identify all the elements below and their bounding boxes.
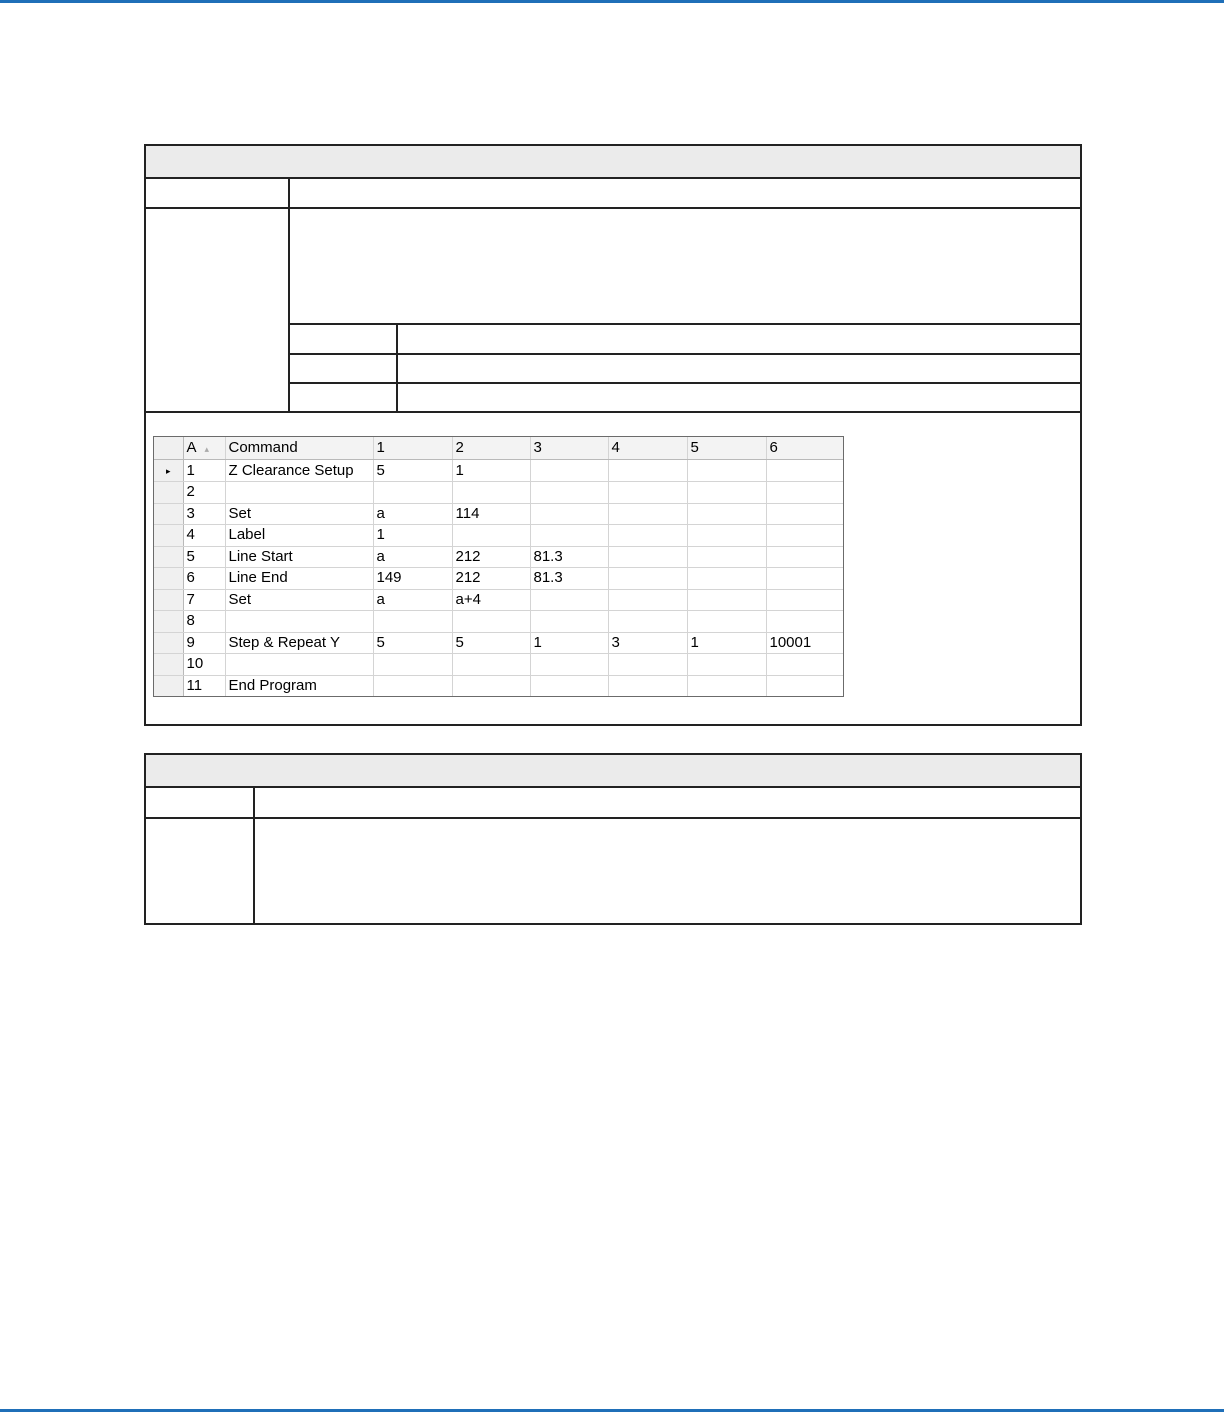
grid-cell-p6[interactable] [766,503,844,525]
grid-cell-a[interactable]: 11 [183,675,225,697]
grid-cell-p5[interactable] [687,568,766,590]
grid-row[interactable] [154,460,844,482]
column-header-command[interactable]: Command [225,437,373,460]
grid-cell-p4[interactable] [608,654,687,676]
grid-cell-p1[interactable]: 5 [373,632,452,654]
grid-cell-p5[interactable] [687,654,766,676]
row-selector[interactable] [154,654,183,676]
grid-cell-a[interactable]: 4 [183,525,225,547]
grid-cell-p5[interactable] [687,503,766,525]
grid-cell-p3[interactable] [530,589,608,611]
row-selector[interactable] [154,546,183,568]
param-row-divider [288,323,1080,325]
grid-cell-p5[interactable]: 1 [687,632,766,654]
grid-cell-p5[interactable] [687,525,766,547]
grid-cell-p3[interactable] [530,654,608,676]
grid-row[interactable] [154,675,844,697]
grid-cell-p3[interactable]: 81.3 [530,568,608,590]
table-title-bar [146,146,1080,179]
grid-cell-p4[interactable] [608,546,687,568]
grid-cell-p2[interactable]: 1 [452,460,530,482]
grid-cell-command[interactable]: Z Clearance Setup [225,460,373,482]
grid-cell-p3[interactable] [530,525,608,547]
grid-cell-p1[interactable] [373,654,452,676]
row-selector[interactable] [154,460,183,482]
grid-cell-p6[interactable] [766,589,844,611]
grid-cell-p6[interactable] [766,546,844,568]
grid-cell-a[interactable]: 1 [183,460,225,482]
row-selector[interactable] [154,525,183,547]
sort-ascending-icon: ▴ [204,443,210,454]
grid-cell-command[interactable]: Step & Repeat Y [225,632,373,654]
bottom-accent-rule [0,1409,1224,1412]
grid-cell-command[interactable]: Line End [225,568,373,590]
grid-row[interactable] [154,632,844,654]
row-selector[interactable] [154,568,183,590]
row-selector[interactable] [154,589,183,611]
grid-row[interactable] [154,611,844,633]
column-header-a[interactable]: A ▴ [183,437,225,460]
grid-cell-p4[interactable] [608,503,687,525]
grid-cell-p1[interactable] [373,611,452,633]
grid-cell-p4[interactable]: 3 [608,632,687,654]
grid-cell-p6[interactable] [766,568,844,590]
grid-cell-command[interactable]: Set [225,503,373,525]
grid-cell-p2[interactable]: 212 [452,568,530,590]
grid-cell-p2[interactable] [452,611,530,633]
grid-cell-p6[interactable] [766,525,844,547]
grid-cell-command[interactable] [225,611,373,633]
grid-cell-command[interactable]: Label [225,525,373,547]
grid-cell-p4[interactable] [608,675,687,697]
grid-cell-command[interactable] [225,654,373,676]
grid-cell-p6[interactable] [766,654,844,676]
grid-cell-p3[interactable]: 81.3 [530,546,608,568]
grid-cell-command[interactable]: End Program [225,675,373,697]
grid-cell-p2[interactable]: 114 [452,503,530,525]
row-selector[interactable] [154,503,183,525]
grid-cell-p1[interactable]: 149 [373,568,452,590]
grid-cell-p1[interactable] [373,482,452,504]
grid-cell-p5[interactable] [687,546,766,568]
grid-cell-p6[interactable] [766,482,844,504]
grid-header-row [154,437,844,460]
grid-row[interactable] [154,568,844,590]
grid-cell-p5[interactable] [687,482,766,504]
grid-cell-p6[interactable] [766,675,844,697]
grid-cell-p3[interactable] [530,675,608,697]
grid-cell-p3[interactable] [530,503,608,525]
grid-cell-p5[interactable] [687,611,766,633]
grid-cell-p6[interactable]: 10001 [766,632,844,654]
grid-cell-p5[interactable] [687,589,766,611]
column-header-4[interactable]: 4 [608,437,687,460]
grid-cell-command[interactable]: Line Start [225,546,373,568]
row-selector[interactable] [154,632,183,654]
grid-cell-p1[interactable]: 5 [373,460,452,482]
grid-cell-p4[interactable] [608,589,687,611]
grid-cell-a[interactable]: 7 [183,589,225,611]
grid-cell-p3[interactable]: 1 [530,632,608,654]
grid-cell-p6[interactable] [766,611,844,633]
label-column-divider [253,786,255,925]
grid-cell-p2[interactable]: 5 [452,632,530,654]
grid-cell-p1[interactable]: a [373,589,452,611]
column-header-5[interactable]: 5 [687,437,766,460]
grid-cell-p2[interactable]: a+4 [452,589,530,611]
grid-cell-p6[interactable] [766,460,844,482]
column-header-3[interactable]: 3 [530,437,608,460]
param-row-divider [288,353,1080,355]
row-divider [146,817,1080,819]
grid-cell-a[interactable]: 2 [183,482,225,504]
grid-cell-p5[interactable] [687,460,766,482]
row-divider [146,207,1080,209]
top-accent-rule [0,0,1224,3]
row-selector[interactable] [154,482,183,504]
grid-cell-command[interactable]: Set [225,589,373,611]
grid-row[interactable] [154,503,844,525]
grid-cell-p5[interactable] [687,675,766,697]
program-grid[interactable] [153,436,844,697]
grid-cell-p4[interactable] [608,568,687,590]
grid-cell-a[interactable]: 10 [183,654,225,676]
grid-row[interactable] [154,589,844,611]
column-header-1[interactable]: 1 [373,437,452,460]
grid-cell-a[interactable]: 9 [183,632,225,654]
grid-cell-command[interactable] [225,482,373,504]
secondary-reference-table [144,753,1082,925]
grid-cell-a[interactable]: 3 [183,503,225,525]
grid-cell-p3[interactable] [530,611,608,633]
current-row-pointer-icon: ▸ [165,466,171,476]
row-header-corner [154,437,183,460]
grid-row[interactable] [154,546,844,568]
column-header-2[interactable]: 2 [452,437,530,460]
grid-cell-p1[interactable]: a [373,503,452,525]
grid-row[interactable] [154,654,844,676]
grid-row[interactable] [154,525,844,547]
param-row-divider [288,382,1080,384]
grid-cell-p1[interactable]: 1 [373,525,452,547]
grid-cell-p1[interactable]: a [373,546,452,568]
grid-row[interactable] [154,482,844,504]
grid-cell-a[interactable]: 6 [183,568,225,590]
grid-cell-p2[interactable] [452,525,530,547]
grid-cell-p4[interactable] [608,525,687,547]
grid-cell-p2[interactable] [452,675,530,697]
grid-cell-p4[interactable] [608,611,687,633]
grid-cell-a[interactable]: 8 [183,611,225,633]
label-column-divider [288,177,290,413]
example-section-divider [146,411,1080,413]
row-selector[interactable] [154,675,183,697]
row-selector[interactable] [154,611,183,633]
param-column-divider [396,323,398,413]
grid-cell-p2[interactable]: 212 [452,546,530,568]
grid-cell-p3[interactable] [530,460,608,482]
grid-cell-p4[interactable] [608,460,687,482]
grid-cell-p1[interactable] [373,675,452,697]
column-header-6[interactable]: 6 [766,437,844,460]
grid-cell-a[interactable]: 5 [183,546,225,568]
grid-cell-p2[interactable] [452,482,530,504]
grid-cell-p2[interactable] [452,654,530,676]
grid-cell-p3[interactable] [530,482,608,504]
table-title-bar [146,755,1080,788]
grid-cell-p4[interactable] [608,482,687,504]
